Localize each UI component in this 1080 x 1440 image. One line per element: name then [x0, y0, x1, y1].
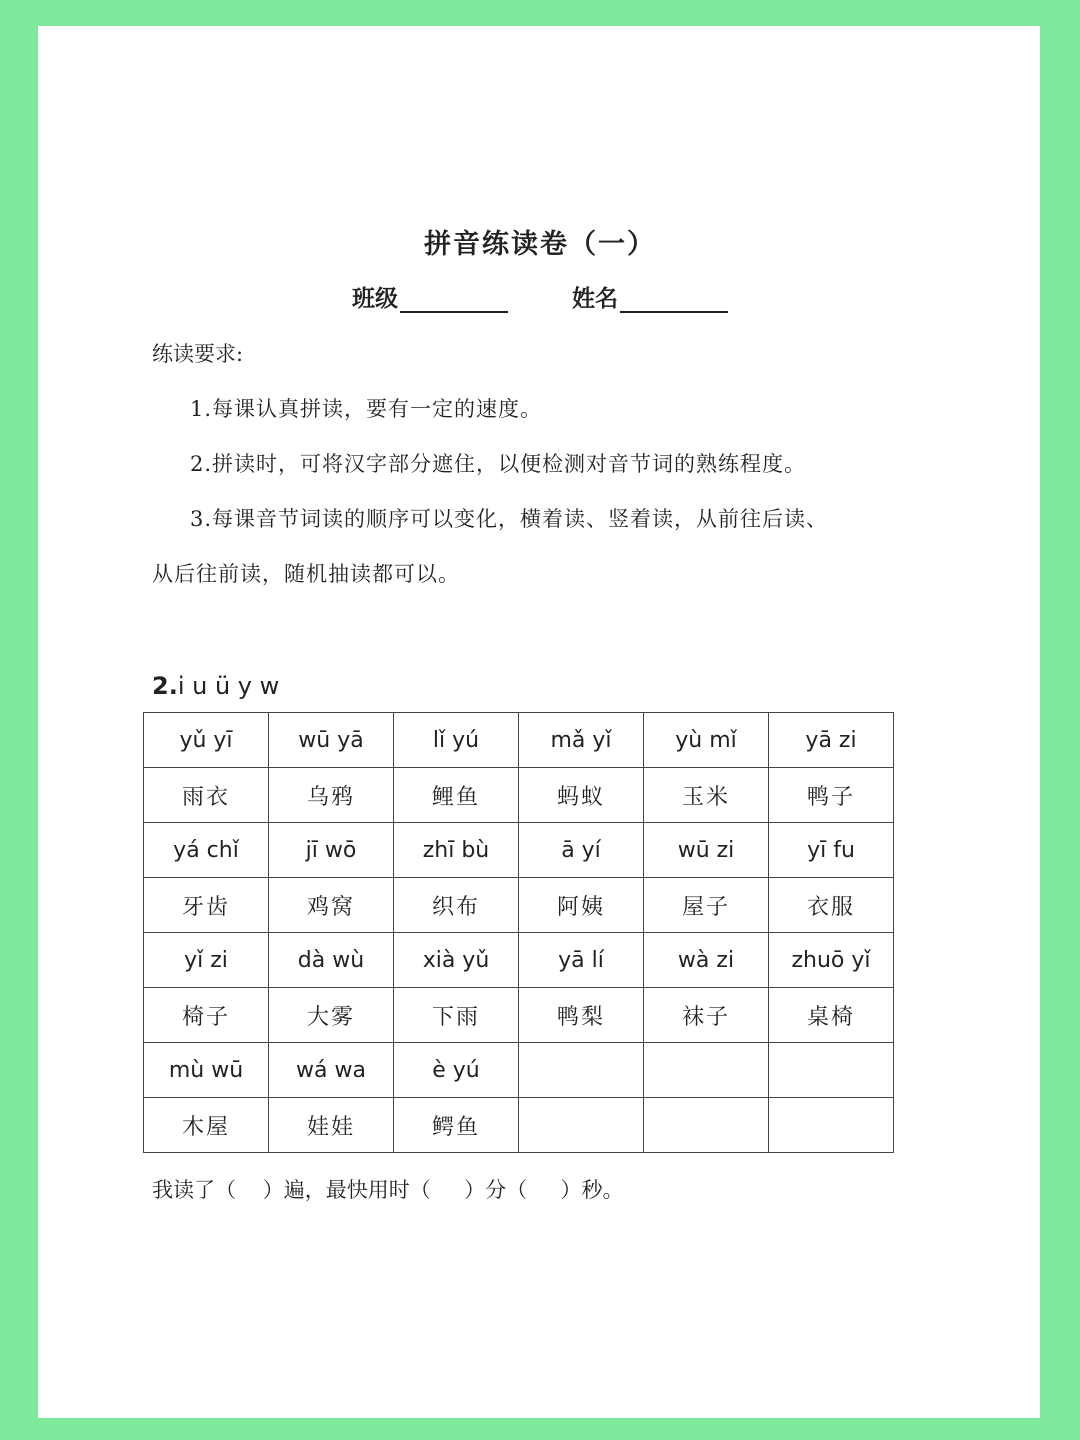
- hanzi-cell: 鸡窝: [269, 878, 394, 933]
- hanzi-cell: 鸭梨: [519, 988, 644, 1043]
- pinyin-cell: yī fu: [769, 823, 894, 878]
- hanzi-cell: 牙齿: [144, 878, 269, 933]
- requirement-2: 2.拼读时，可将汉字部分遮住，以便检测对音节词的熟练程度。: [190, 452, 807, 476]
- requirement-3-continued: 从后往前读，随机抽读都可以。: [152, 562, 460, 586]
- student-info-line: [0, 280, 1080, 313]
- hanzi-cell: 玉米: [644, 768, 769, 823]
- pinyin-cell: lǐ yú: [394, 713, 519, 768]
- pinyin-row: [144, 713, 894, 768]
- hanzi-cell: 桌椅: [769, 988, 894, 1043]
- pinyin-cell: wū zi: [644, 823, 769, 878]
- hanzi-cell: 蚂蚁: [519, 768, 644, 823]
- pinyin-cell: yù mǐ: [644, 713, 769, 768]
- pinyin-cell: [644, 1043, 769, 1098]
- hanzi-cell: 屋子: [644, 878, 769, 933]
- hanzi-cell: 椅子: [144, 988, 269, 1043]
- section-number: 2.: [152, 672, 178, 700]
- requirements-title: 练读要求:: [152, 342, 244, 366]
- hanzi-cell: 衣服: [769, 878, 894, 933]
- pinyin-cell: yā zi: [769, 713, 894, 768]
- hanzi-row: [144, 1098, 894, 1153]
- hanzi-cell: 下雨: [394, 988, 519, 1043]
- pinyin-cell: zhuō yǐ: [769, 933, 894, 988]
- pinyin-cell: yǐ zi: [144, 933, 269, 988]
- hanzi-cell: 木屋: [144, 1098, 269, 1153]
- hanzi-cell: 鳄鱼: [394, 1098, 519, 1153]
- pinyin-cell: zhī bù: [394, 823, 519, 878]
- pinyin-cell: wá wa: [269, 1043, 394, 1098]
- hanzi-cell: [644, 1098, 769, 1153]
- pinyin-cell: mù wū: [144, 1043, 269, 1098]
- class-field: [352, 280, 508, 313]
- pinyin-row: [144, 823, 894, 878]
- pinyin-cell: [519, 1043, 644, 1098]
- pinyin-cell: jī wō: [269, 823, 394, 878]
- hanzi-cell: 鸭子: [769, 768, 894, 823]
- page-title: 拼音练读卷（一）: [424, 229, 656, 260]
- name-blank[interactable]: [620, 285, 728, 313]
- hanzi-cell: 阿姨: [519, 878, 644, 933]
- pinyin-cell: yā lí: [519, 933, 644, 988]
- pinyin-cell: wū yā: [269, 713, 394, 768]
- pinyin-cell: [769, 1043, 894, 1098]
- hanzi-cell: 雨衣: [144, 768, 269, 823]
- pinyin-cell: è yú: [394, 1043, 519, 1098]
- reading-record: 我读了（ ）遍，最快用时（ ）分（ ）秒。: [152, 1178, 624, 1202]
- pinyin-cell: mǎ yǐ: [519, 713, 644, 768]
- class-blank[interactable]: [400, 285, 508, 313]
- name-field: [572, 280, 728, 313]
- section-heading: [152, 672, 279, 700]
- hanzi-cell: 乌鸦: [269, 768, 394, 823]
- pinyin-cell: wà zi: [644, 933, 769, 988]
- pinyin-cell: ā yí: [519, 823, 644, 878]
- hanzi-cell: 织布: [394, 878, 519, 933]
- pinyin-cell: dà wù: [269, 933, 394, 988]
- pinyin-cell: xià yǔ: [394, 933, 519, 988]
- hanzi-row: [144, 768, 894, 823]
- pinyin-cell: yǔ yī: [144, 713, 269, 768]
- hanzi-row: [144, 988, 894, 1043]
- pinyin-row: [144, 1043, 894, 1098]
- hanzi-cell: 鲤鱼: [394, 768, 519, 823]
- hanzi-cell: [769, 1098, 894, 1153]
- requirement-1: 1.每课认真拼读，要有一定的速度。: [190, 397, 543, 421]
- hanzi-cell: 大雾: [269, 988, 394, 1043]
- requirement-3: 3.每课音节词读的顺序可以变化，横着读、竖着读，从前往后读、: [190, 507, 829, 531]
- class-label: 班级: [351, 285, 398, 312]
- section-letters: i u ü y w: [177, 672, 280, 700]
- pinyin-table: [143, 712, 894, 1153]
- hanzi-cell: 袜子: [644, 988, 769, 1043]
- hanzi-row: [144, 878, 894, 933]
- pinyin-cell: yá chǐ: [144, 823, 269, 878]
- pinyin-row: [144, 933, 894, 988]
- name-label: 姓名: [572, 285, 618, 312]
- hanzi-cell: [519, 1098, 644, 1153]
- hanzi-cell: 娃娃: [269, 1098, 394, 1153]
